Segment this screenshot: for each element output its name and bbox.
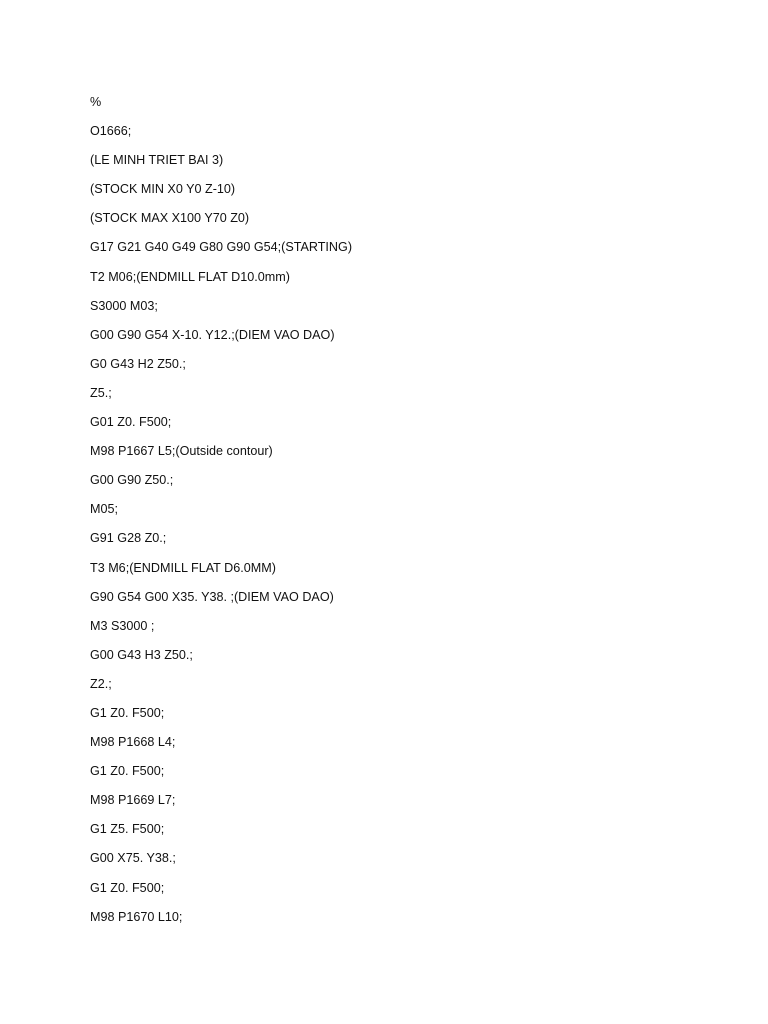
code-line: G01 Z0. F500; bbox=[90, 415, 172, 430]
code-line: % bbox=[90, 95, 102, 109]
code-line: G90 G54 G00 X35. Y38. ;(DIEM VAO DAO) bbox=[90, 589, 334, 604]
code-line: M98 P1670 L10; bbox=[90, 909, 183, 924]
code-line: Z5.; bbox=[90, 385, 112, 400]
code-line: M98 P1669 L7; bbox=[90, 793, 176, 808]
code-line: G0 G43 H2 Z50.; bbox=[90, 356, 186, 371]
code-line: S3000 M03; bbox=[90, 298, 158, 313]
code-line: (LE MINH TRIET BAI 3) bbox=[90, 153, 224, 168]
code-line: M98 P1668 L4; bbox=[90, 735, 176, 750]
code-line: G17 G21 G40 G49 G80 G90 G54;(STARTING) bbox=[90, 240, 353, 255]
code-line: G1 Z5. F500; bbox=[90, 822, 165, 837]
code-line: G00 G90 G54 X-10. Y12.;(DIEM VAO DAO) bbox=[90, 327, 335, 342]
code-line: G00 G90 Z50.; bbox=[90, 473, 174, 488]
code-line: G1 Z0. F500; bbox=[90, 764, 165, 779]
code-line: Z2.; bbox=[90, 676, 112, 691]
code-line: (STOCK MIN X0 Y0 Z-10) bbox=[90, 182, 236, 197]
code-line: T3 M6;(ENDMILL FLAT D6.0MM) bbox=[90, 560, 276, 575]
code-line: M98 P1667 L5;(Outside contour) bbox=[90, 444, 273, 459]
code-line: G1 Z0. F500; bbox=[90, 705, 165, 720]
code-line: M05; bbox=[90, 502, 118, 517]
code-line: G00 G43 H3 Z50.; bbox=[90, 647, 193, 662]
code-line: G00 X75. Y38.; bbox=[90, 851, 176, 866]
code-line: G1 Z0. F500; bbox=[90, 880, 165, 895]
code-line: M3 S3000 ; bbox=[90, 618, 155, 633]
gcode-program bbox=[90, 92, 352, 936]
code-line: G91 G28 Z0.; bbox=[90, 531, 167, 546]
code-line: (STOCK MAX X100 Y70 Z0) bbox=[90, 211, 250, 226]
code-line: O1666; bbox=[90, 124, 132, 139]
code-line: T2 M06;(ENDMILL FLAT D10.0mm) bbox=[90, 269, 290, 284]
